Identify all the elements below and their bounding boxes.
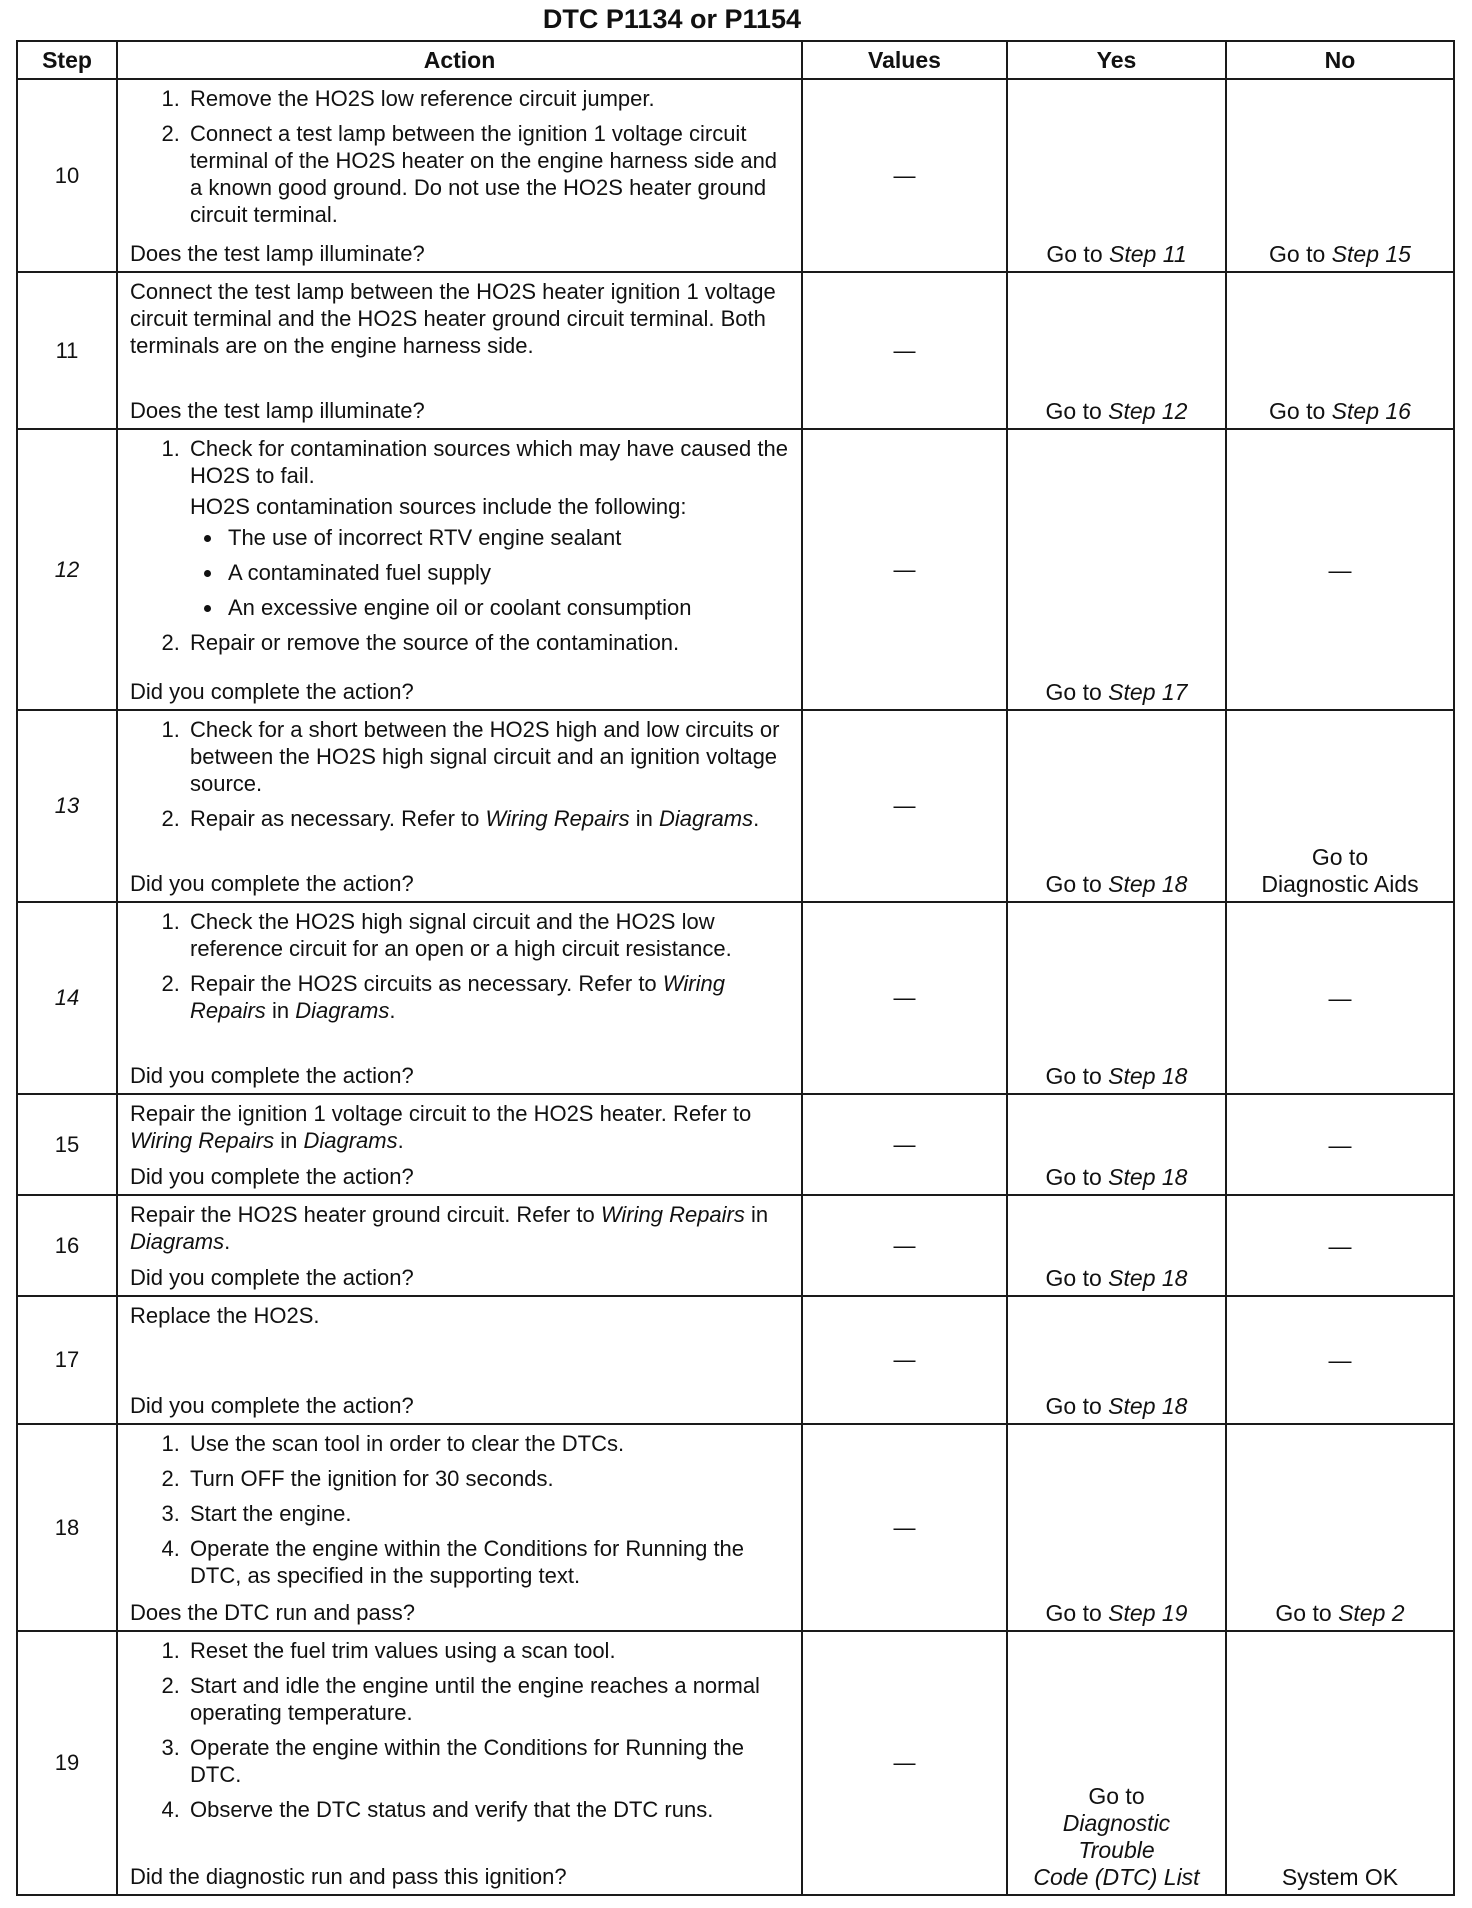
wiring-repairs-ref[interactable]: Wiring Repairs	[600, 1202, 745, 1227]
action-text-part: Repair the HO2S heater ground circuit. Refer to	[130, 1202, 595, 1227]
action-step: 2. Repair as necessary. Refer to Wiring Repairs in Diagrams.	[186, 805, 795, 832]
step-ref-number: 17	[1161, 679, 1188, 705]
values-cell: —	[802, 902, 1007, 1094]
step-word: Step	[1108, 1600, 1156, 1626]
diagrams-ref[interactable]: Diagrams	[295, 998, 390, 1023]
action-text: Repair the HO2S heater ground circuit. Refer to Wiring Repairs in Diagrams.	[130, 1202, 769, 1254]
dtc-list-link[interactable]	[1009, 1810, 1224, 1891]
step-ref-number: 19	[1161, 1600, 1188, 1626]
dtc-list-line: Diagnostic	[1062, 1810, 1171, 1836]
action-steps	[130, 908, 795, 1024]
values-cell: —	[802, 1094, 1007, 1195]
action-steps	[130, 1430, 795, 1589]
yes-cell	[1007, 1631, 1226, 1895]
step-number: 13	[17, 710, 117, 902]
action-cell	[117, 79, 802, 272]
dtc-table	[16, 40, 1455, 1896]
step-word: Step	[1331, 398, 1379, 424]
diagrams-ref[interactable]: Diagrams	[658, 806, 754, 831]
action-step: 1. Check the HO2S high signal circuit and the HO2S low reference circuit for an open or a high circuit resistance.	[186, 908, 795, 962]
action-step: 2. Start and idle the engine until the engine reaches a normal operating temperature.	[186, 1672, 795, 1726]
step-word: Step	[1108, 1164, 1156, 1190]
step-ref-number: 15	[1385, 241, 1411, 267]
go-to-label: Go to	[1045, 1164, 1102, 1190]
action-question: Did you complete the action?	[130, 679, 414, 704]
go-to-label: Go to	[1269, 241, 1326, 267]
action-question: Did you complete the action?	[130, 1265, 414, 1290]
action-step: 1. Reset the fuel trim values using a scan tool.	[186, 1637, 795, 1664]
values-cell: —	[802, 79, 1007, 272]
action-cell	[117, 1424, 802, 1631]
action-step-text: Repair as necessary. Refer to	[190, 806, 480, 831]
no-cell: —	[1226, 902, 1454, 1094]
connector-word: in	[635, 806, 653, 831]
action-text: Connect the test lamp between the HO2S heater ignition 1 voltage circuit terminal and the HO2S heater ground circuit terminal. Both terminals are on the engine harness side.	[130, 279, 776, 358]
action-step: 2. Connect a test lamp between the ignition 1 voltage circuit terminal of the HO2S heater on the engine harness side and a known good ground. Do not use the HO2S heater ground circuit terminal.	[186, 120, 795, 228]
no-cell	[1226, 272, 1454, 429]
step-ref-link[interactable]	[1108, 1600, 1187, 1626]
step-ref-link[interactable]	[1108, 1393, 1187, 1419]
action-step	[186, 435, 795, 621]
action-question: Did you complete the action?	[130, 1393, 414, 1418]
step-ref-link[interactable]	[1108, 871, 1187, 897]
go-to-label: Go to	[1275, 1600, 1332, 1626]
step-word: Step	[1108, 871, 1156, 897]
table-row	[17, 710, 1454, 902]
step-number: 19	[17, 1631, 117, 1895]
action-cell	[117, 1195, 802, 1296]
contamination-heading: HO2S contamination sources include the following:	[190, 494, 687, 519]
contamination-list	[190, 524, 795, 621]
step-ref-link[interactable]	[1108, 398, 1187, 424]
step-ref-link[interactable]	[1108, 1265, 1187, 1291]
action-cell	[117, 272, 802, 429]
go-to-label: Go to	[1269, 398, 1326, 424]
list-item: • A contaminated fuel supply	[224, 559, 795, 586]
step-ref-link[interactable]	[1338, 1600, 1405, 1626]
step-ref-number: 18	[1161, 1393, 1188, 1419]
action-cell	[117, 1631, 802, 1895]
values-cell: —	[802, 429, 1007, 710]
action-question: Did you complete the action?	[130, 871, 414, 896]
action-step: 1. Use the scan tool in order to clear the DTCs.	[186, 1430, 795, 1457]
go-to-label: Go to	[1045, 1265, 1102, 1291]
no-cell	[1226, 710, 1454, 902]
no-cell	[1226, 1424, 1454, 1631]
action-cell	[117, 1296, 802, 1424]
header-action: Action	[117, 41, 802, 79]
step-ref-link[interactable]	[1109, 241, 1187, 267]
action-step: 1. Check for a short between the HO2S high and low circuits or between the HO2S high signal circuit and an ignition voltage source.	[186, 716, 795, 797]
step-ref-number: 2	[1391, 1600, 1405, 1626]
action-step: 3. Start the engine.	[186, 1500, 795, 1527]
step-ref-link[interactable]	[1332, 398, 1411, 424]
step-word: Step	[1108, 1063, 1156, 1089]
step-word: Step	[1331, 241, 1379, 267]
action-step: 2. Repair or remove the source of the contamination.	[186, 629, 795, 656]
action-steps	[130, 85, 795, 228]
action-question: Did the diagnostic run and pass this ignition?	[130, 1864, 567, 1889]
values-cell: —	[802, 1296, 1007, 1424]
step-number: 11	[17, 272, 117, 429]
step-ref-number: 18	[1161, 871, 1188, 897]
action-cell	[117, 429, 802, 710]
action-step: 4. Observe the DTC status and verify that the DTC runs.	[186, 1796, 795, 1823]
header-step: Step	[17, 41, 117, 79]
document-title: DTC P1134 or P1154	[542, 4, 802, 34]
go-to-label: Go to	[1045, 398, 1102, 424]
no-cell: System OK	[1226, 1631, 1454, 1895]
wiring-repairs-ref[interactable]: Wiring Repairs	[485, 806, 630, 831]
wiring-repairs-ref[interactable]: Wiring Repairs	[190, 971, 725, 1023]
connector-word: in	[751, 1202, 769, 1227]
action-text: Repair the ignition 1 voltage circuit to the HO2S heater. Refer to Wiring Repairs in Diagrams.	[130, 1101, 752, 1153]
action-question: Does the test lamp illuminate?	[130, 398, 425, 423]
go-to-label: Go to	[1046, 241, 1103, 267]
step-ref-number: 18	[1161, 1164, 1188, 1190]
table-row	[17, 429, 1454, 710]
table-row	[17, 1424, 1454, 1631]
connector-word: in	[271, 998, 290, 1023]
diagnostic-aids-link[interactable]: Diagnostic Aids	[1261, 871, 1419, 897]
values-cell: —	[802, 710, 1007, 902]
go-to-label: Go to	[1045, 1600, 1102, 1626]
no-cell: —	[1226, 1195, 1454, 1296]
action-steps	[130, 716, 795, 832]
step-number: 18	[17, 1424, 117, 1631]
step-ref-number: 18	[1161, 1265, 1188, 1291]
dtc-list-line: Trouble	[1078, 1837, 1155, 1863]
action-step: 4. Operate the engine within the Conditions for Running the DTC, as specified in the supporting text.	[186, 1535, 795, 1589]
no-cell	[1226, 79, 1454, 272]
table-row	[17, 1296, 1454, 1424]
go-to-label: Go to	[1045, 1063, 1102, 1089]
step-word: Step	[1108, 679, 1156, 705]
step-word: Step	[1108, 1265, 1156, 1291]
yes-cell	[1007, 1195, 1226, 1296]
step-number: 16	[17, 1195, 117, 1296]
list-item: • The use of incorrect RTV engine sealant	[224, 524, 795, 551]
values-cell: —	[802, 1631, 1007, 1895]
action-question: Does the test lamp illuminate?	[130, 241, 425, 266]
step-ref-link[interactable]	[1108, 1164, 1187, 1190]
table-row	[17, 272, 1454, 429]
go-to-label: Go to	[1311, 844, 1369, 870]
go-to-label: Go to	[1045, 679, 1102, 705]
table-row	[17, 79, 1454, 272]
action-step-text: Repair the HO2S circuits as necessary. Refer to	[190, 971, 657, 996]
header-yes: Yes	[1007, 41, 1226, 79]
step-ref-number: 18	[1161, 1063, 1188, 1089]
step-number: 14	[17, 902, 117, 1094]
yes-cell	[1007, 1296, 1226, 1424]
values-cell: —	[802, 272, 1007, 429]
action-cell	[117, 710, 802, 902]
action-step: 3. Operate the engine within the Conditions for Running the DTC.	[186, 1734, 795, 1788]
step-number: 10	[17, 79, 117, 272]
action-text: Replace the HO2S.	[130, 1303, 320, 1328]
action-text-part: Repair the ignition 1 voltage circuit to the HO2S heater. Refer to	[130, 1101, 752, 1126]
step-word: Step	[1108, 398, 1156, 424]
action-question: Did you complete the action?	[130, 1164, 414, 1189]
values-cell: —	[802, 1195, 1007, 1296]
table-row	[17, 1631, 1454, 1895]
action-step: 1. Remove the HO2S low reference circuit jumper.	[186, 85, 795, 112]
table-row	[17, 1094, 1454, 1195]
action-cell	[117, 1094, 802, 1195]
table-row	[17, 1195, 1454, 1296]
step-word: Step	[1109, 241, 1157, 267]
step-number: 12	[17, 429, 117, 710]
step-ref-number: 16	[1385, 398, 1411, 424]
diagrams-ref[interactable]: Diagrams	[303, 1128, 398, 1153]
yes-cell	[1007, 1094, 1226, 1195]
action-cell	[117, 902, 802, 1094]
action-steps	[130, 435, 795, 656]
step-ref-number: 11	[1162, 241, 1187, 267]
yes-cell	[1007, 710, 1226, 902]
yes-cell	[1007, 1424, 1226, 1631]
no-cell: —	[1226, 429, 1454, 710]
step-ref-link[interactable]	[1108, 679, 1187, 705]
no-cell: —	[1226, 1296, 1454, 1424]
list-item: • An excessive engine oil or coolant consumption	[224, 594, 795, 621]
step-ref-link[interactable]	[1332, 241, 1411, 267]
action-step: 2. Repair the HO2S circuits as necessary. Refer to Wiring Repairs in Diagrams.	[186, 970, 795, 1024]
wiring-repairs-ref[interactable]: Wiring Repairs	[130, 1128, 275, 1153]
go-to-label: Go to	[1045, 1393, 1102, 1419]
no-cell: —	[1226, 1094, 1454, 1195]
go-to-label: Go to	[1045, 871, 1102, 897]
yes-cell	[1007, 429, 1226, 710]
values-cell: —	[802, 1424, 1007, 1631]
action-question: Did you complete the action?	[130, 1063, 414, 1088]
header-values: Values	[802, 41, 1007, 79]
go-to-label: Go to	[1088, 1783, 1145, 1809]
yes-cell	[1007, 272, 1226, 429]
dtc-list-line: Code (DTC) List	[1033, 1864, 1200, 1890]
action-step: 2. Turn OFF the ignition for 30 seconds.	[186, 1465, 795, 1492]
action-step-text: Check for contamination sources which may have caused the HO2S to fail.	[190, 436, 788, 488]
connector-word: in	[280, 1128, 298, 1153]
step-word: Step	[1338, 1600, 1386, 1626]
header-row	[17, 41, 1454, 79]
action-steps	[130, 1637, 795, 1823]
yes-cell	[1007, 79, 1226, 272]
diagrams-ref[interactable]: Diagrams	[130, 1229, 225, 1254]
table-row	[17, 902, 1454, 1094]
step-ref-number: 12	[1161, 398, 1188, 424]
step-word: Step	[1108, 1393, 1156, 1419]
action-question: Does the DTC run and pass?	[130, 1600, 415, 1625]
step-number: 17	[17, 1296, 117, 1424]
step-ref-link[interactable]	[1108, 1063, 1187, 1089]
header-no: No	[1226, 41, 1454, 79]
yes-cell	[1007, 902, 1226, 1094]
step-number: 15	[17, 1094, 117, 1195]
